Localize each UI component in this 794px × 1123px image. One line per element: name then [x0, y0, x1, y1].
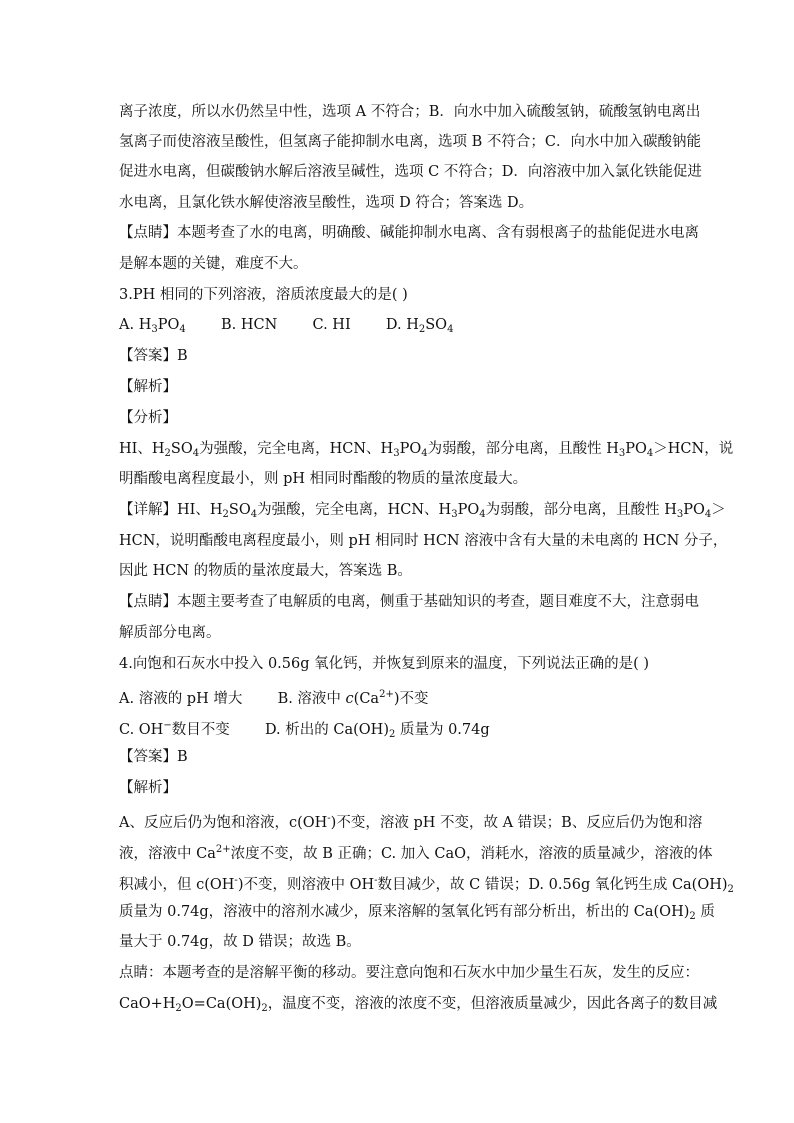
- analysis-line: A、反应后仍为饱和溶液，c(OH-)不变，溶液 pH 不变，故 A 错误；B、反应后仍为饱和溶: [119, 813, 703, 831]
- detail-line: HCN，说明酯酸电离程度最小，则 pH 相同时 HCN 溶液中含有大量的未电离的 HCN 分子，: [119, 533, 728, 549]
- text-line: 离子浓度，所以水仍然呈中性，选项 A 不符合；B．向水中加入硫酸氢钠，硫酸氢钠电离出: [119, 104, 701, 120]
- analysis-line: 液，溶液中 $Ca^{2+}$浓度不变，故 B 正确；C. 加入 CaO，消耗水，溶液的质量减少，溶液的体: [119, 844, 713, 862]
- text-line: 氢离子而使溶液呈酸性，但氢离子能抑制水电离，选项 B 不符合；C．向水中加入碳酸钠能: [119, 134, 701, 150]
- option-c: C. HI: [312, 317, 351, 333]
- analysis-line: 明酯酸电离程度最小，则 pH 相同时酯酸的物质的量浓度最大。: [119, 471, 528, 487]
- detail-line: 【详解】HI、$H_2SO_4$为强酸，完全电离，HCN、$H_3PO_4$为弱酸，部分电离，且酸性 $H_3PO_4>$: [119, 502, 726, 520]
- option-d: D. $H_2SO_4$: [385, 317, 454, 335]
- comment-line: 点睛：本题考查的是溶解平衡的移动。要注意向饱和石灰水中加少量生石灰，发生的反应：: [119, 965, 699, 981]
- comment-line: 是解本题的关键，难度不大。: [119, 256, 308, 272]
- analysis-line: 量大于 0.74g，故 D 错误；故选 B。: [119, 934, 361, 950]
- question-4-stem: 4.向饱和石灰水中投入 0.56g 氧化钙，并恢复到原来的温度，下列说法正确的是( ): [119, 656, 650, 672]
- analysis-line: 积减小，但 c(OH-)不变，则溶液中 OH-数目减少，故 C 错误；D. 0.56g 氧化钙生成 $Ca(OH)_2$: [119, 875, 734, 895]
- comment-line: 解质部分电离。: [119, 625, 221, 641]
- option-b: B. HCN: [220, 317, 278, 333]
- option-a: A. 溶液的 pH 增大: [119, 691, 243, 707]
- comment-line: 【点睛】本题主要考查了电解质的电离，侧重于基础知识的考查，题目难度不大，注意弱电: [119, 594, 699, 610]
- question-4-options-ab: [119, 685, 679, 705]
- analysis-label: 【解析】: [119, 379, 177, 395]
- text-line: 水电离，且氯化铁水解使溶液呈酸性，选项 D 符合；答案选 D。: [119, 195, 534, 211]
- analysis-sub-label: 【分析】: [119, 410, 177, 426]
- comment-line: $CaO+H_2O=Ca(OH)_2$，温度不变，溶液的浓度不变，但溶液质量减少，因此各离子的数目减: [119, 996, 718, 1014]
- analysis-line: 质量为 0.74g，溶液中的溶剂水减少，原来溶解的氢氧化钙有部分析出，析出的 $Ca(OH)_2$ 质: [119, 904, 715, 922]
- option-d: D. 析出的 $Ca(OH)_2$ 质量为 0.74g: [264, 722, 490, 740]
- option-a: A. $H_3PO_4$: [119, 317, 186, 335]
- answer-label: 【答案】B: [119, 348, 188, 364]
- analysis-line: HI、$H_2SO_4$为强酸，完全电离，HCN、$H_3PO_4$为弱酸，部分电离，且酸性 $H_3PO_4>HCN$，说: [119, 441, 734, 459]
- option-b: B. 溶液中 $c(Ca^{2+})$不变: [277, 689, 429, 707]
- question-4-options-cd: [119, 716, 679, 740]
- detail-line: 因此 HCN 的物质的量浓度最大，答案选 B。: [119, 563, 412, 579]
- question-3-stem: 3.PH 相同的下列溶液，溶质浓度最大的是( ): [119, 287, 408, 303]
- answer-label: 【答案】B: [119, 749, 188, 765]
- analysis-label: 【解析】: [119, 780, 177, 796]
- comment-line: 【点睛】本题考查了水的电离，明确酸、碱能抑制水电离、含有弱根离子的盐能促进水电离: [119, 225, 699, 241]
- text-line: 促进水电离，但碳酸钠水解后溶液呈碱性，选项 C 不符合；D．向溶液中加入氯化铁能促进: [119, 164, 702, 180]
- option-c: C. OH−数目不变: [119, 720, 230, 738]
- question-3-options: [119, 315, 679, 335]
